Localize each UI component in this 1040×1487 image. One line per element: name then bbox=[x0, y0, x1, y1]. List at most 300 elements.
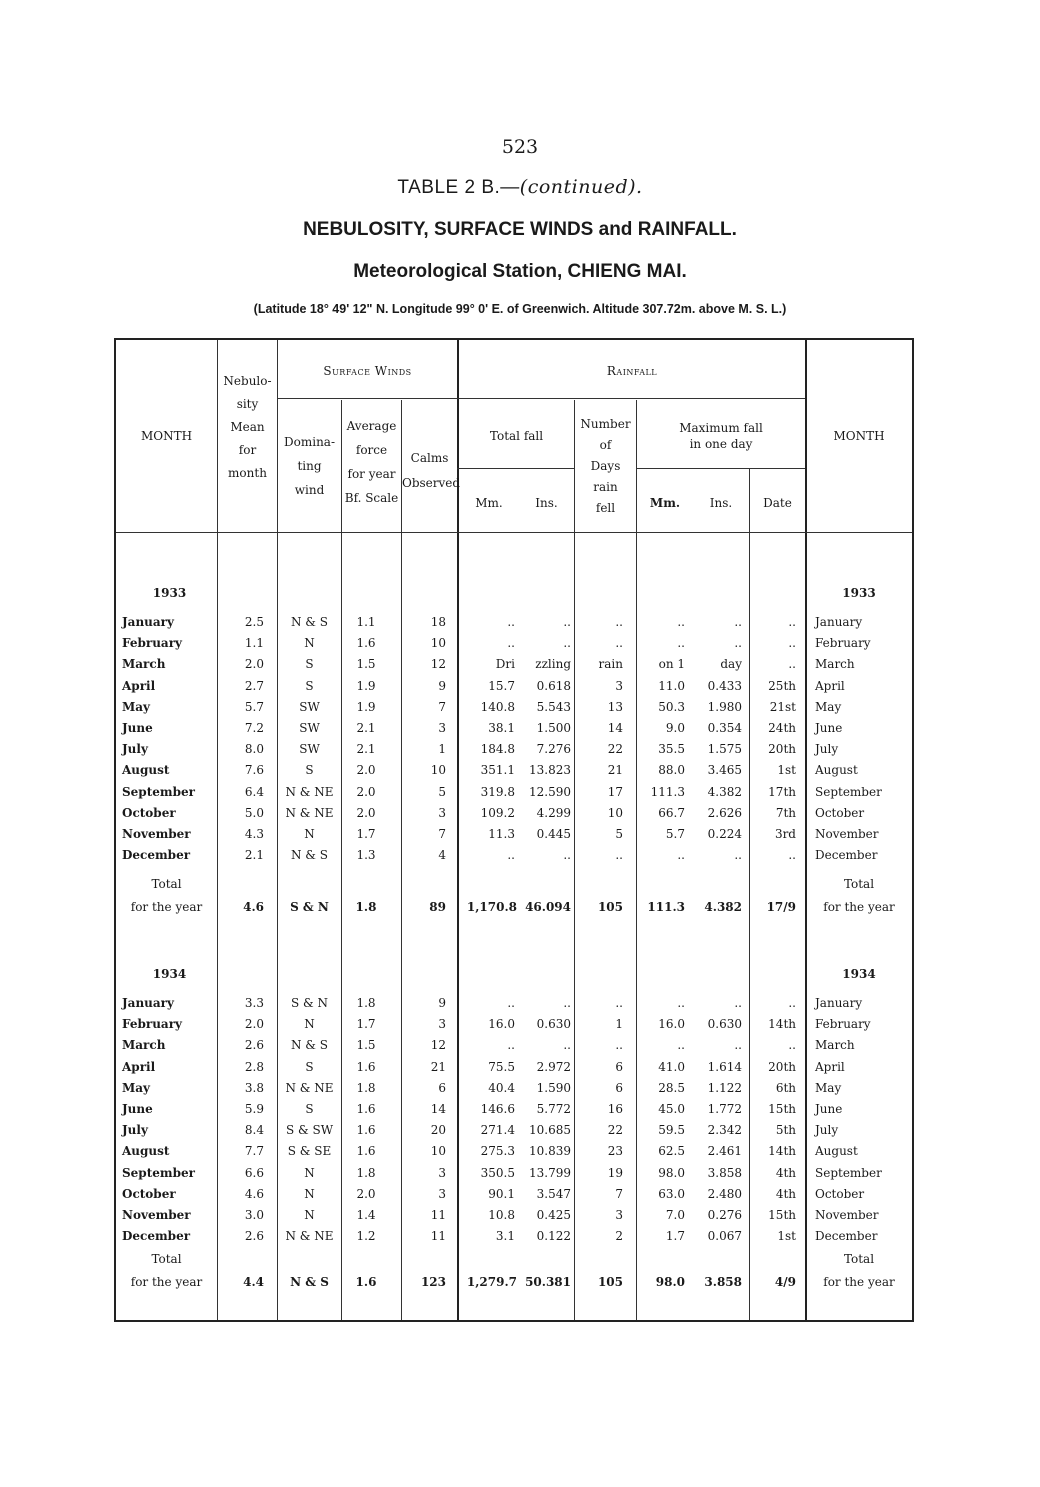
cell-force: 1.2 bbox=[356, 1229, 376, 1243]
cell-month: January bbox=[122, 996, 174, 1010]
cell-ins: 10.839 bbox=[529, 1144, 571, 1158]
cell-mm: 275.3 bbox=[480, 1144, 515, 1158]
cell-neb: 2.0 bbox=[244, 1017, 264, 1031]
cell-ins: .. bbox=[563, 996, 571, 1010]
cell-month-r: June bbox=[815, 721, 843, 735]
cell-force: 1.7 bbox=[356, 1017, 376, 1031]
cell-ins: .. bbox=[563, 1038, 571, 1052]
cell-force: 1.7 bbox=[356, 827, 376, 841]
cell-date: 5th bbox=[775, 1123, 796, 1137]
cell-date: 15th bbox=[768, 1208, 796, 1222]
cell-wind: N & NE bbox=[285, 1081, 334, 1095]
cell-max-mm: 11.0 bbox=[658, 679, 685, 693]
cell-max-mm: .. bbox=[677, 996, 685, 1010]
total-ins: 50.381 bbox=[525, 1275, 571, 1289]
cell-force: 1.5 bbox=[356, 1038, 376, 1052]
cell-ins: 2.972 bbox=[536, 1060, 571, 1074]
header-rule bbox=[457, 468, 574, 469]
cell-month: December bbox=[122, 1229, 191, 1243]
cell-force: 1.6 bbox=[356, 1144, 376, 1158]
cell-neb: 7.2 bbox=[244, 721, 264, 735]
total-label: for the year bbox=[130, 900, 203, 914]
cell-month: June bbox=[122, 721, 153, 735]
cell-neb: 6.6 bbox=[244, 1166, 264, 1180]
cell-max-mm: 63.0 bbox=[658, 1187, 685, 1201]
header-surface-winds: Surface Winds bbox=[323, 364, 412, 378]
cell-force: 1.5 bbox=[356, 657, 376, 671]
cell-ins: 0.445 bbox=[536, 827, 571, 841]
cell-ins: 13.799 bbox=[529, 1166, 571, 1180]
cell-ins: 0.122 bbox=[536, 1229, 571, 1243]
cell-wind: S bbox=[305, 1102, 314, 1116]
station-heading: Meteorological Station, CHIENG MAI. bbox=[353, 261, 687, 282]
cell-max-ins: 3.858 bbox=[707, 1166, 742, 1180]
total-mm: 1,279.7 bbox=[466, 1275, 517, 1289]
cell-days: 13 bbox=[607, 700, 623, 714]
cell-mm: 350.5 bbox=[480, 1166, 515, 1180]
cell-neb: 5.0 bbox=[244, 806, 264, 820]
header-maximum-fall bbox=[637, 420, 805, 452]
cell-wind: S bbox=[305, 679, 314, 693]
cell-ins: 5.543 bbox=[536, 700, 571, 714]
cell-neb: 8.0 bbox=[244, 742, 264, 756]
total-label-right: for the year bbox=[823, 1275, 895, 1289]
cell-date: 1st bbox=[777, 1229, 796, 1243]
cell-max-mm: 41.0 bbox=[658, 1060, 685, 1074]
cell-month-r: May bbox=[815, 700, 842, 714]
cell-date: 20th bbox=[768, 742, 796, 756]
cell-ins: 3.547 bbox=[536, 1187, 571, 1201]
cell-max-ins: 2.461 bbox=[707, 1144, 742, 1158]
cell-ins: 1.500 bbox=[536, 721, 571, 735]
cell-days: .. bbox=[615, 996, 623, 1010]
cell-calms: 7 bbox=[438, 827, 446, 841]
total-wind: N & S bbox=[290, 1275, 329, 1289]
cell-days: 19 bbox=[607, 1166, 623, 1180]
cell-calms: 7 bbox=[438, 700, 446, 714]
cell-date: 21st bbox=[769, 700, 796, 714]
cell-max-mm: 7.0 bbox=[665, 1208, 685, 1222]
header-nebulosity bbox=[218, 370, 277, 485]
cell-month-r: June bbox=[815, 1102, 843, 1116]
cell-max-mm: 111.3 bbox=[650, 785, 685, 799]
header-rule bbox=[457, 398, 805, 399]
cell-month: March bbox=[122, 1038, 166, 1052]
total-date: 4/9 bbox=[774, 1275, 796, 1289]
cell-force: 2.1 bbox=[356, 742, 376, 756]
cell-force: 1.4 bbox=[356, 1208, 376, 1222]
cell-max-mm: 98.0 bbox=[658, 1166, 685, 1180]
cell-max-ins: 0.224 bbox=[707, 827, 742, 841]
cell-days: rain bbox=[598, 657, 623, 671]
cell-month: September bbox=[122, 785, 195, 799]
cell-max-ins: .. bbox=[734, 636, 742, 650]
cell-date: .. bbox=[788, 636, 796, 650]
cell-month: August bbox=[122, 1144, 170, 1158]
total-max-ins: 4.382 bbox=[704, 900, 742, 914]
year-label-right: 1934 bbox=[842, 967, 876, 981]
cell-wind: S bbox=[305, 763, 314, 777]
cell-wind: N bbox=[304, 1166, 315, 1180]
header-rule bbox=[636, 468, 805, 469]
cell-calms: 20 bbox=[430, 1123, 446, 1137]
cell-max-ins: 1.122 bbox=[707, 1081, 742, 1095]
cell-max-mm: .. bbox=[677, 636, 685, 650]
cell-wind: SW bbox=[299, 742, 320, 756]
header-date: Date bbox=[763, 496, 792, 510]
cell-calms: 11 bbox=[430, 1229, 446, 1243]
cell-month: August bbox=[122, 763, 170, 777]
header-nebulosity-line: Nebulo- bbox=[223, 374, 272, 388]
cell-calms: 3 bbox=[438, 1166, 446, 1180]
cell-month-r: December bbox=[815, 1229, 878, 1243]
total-max-mm: 98.0 bbox=[655, 1275, 685, 1289]
cell-max-ins: .. bbox=[734, 615, 742, 629]
cell-force: 1.9 bbox=[356, 700, 376, 714]
cell-max-mm: 35.5 bbox=[658, 742, 685, 756]
cell-days: 1 bbox=[615, 1017, 623, 1031]
cell-calms: 3 bbox=[438, 721, 446, 735]
total-label: Total bbox=[151, 1252, 182, 1266]
cell-calms: 6 bbox=[438, 1081, 446, 1095]
table-title-continued: (continued). bbox=[519, 176, 643, 198]
cell-wind: N & NE bbox=[285, 785, 334, 799]
cell-date: 14th bbox=[768, 1017, 796, 1031]
cell-max-ins: .. bbox=[734, 848, 742, 862]
cell-month-r: December bbox=[815, 848, 878, 862]
cell-days: 21 bbox=[607, 763, 623, 777]
total-label: Total bbox=[151, 877, 182, 891]
header-wind-line: wind bbox=[294, 483, 325, 497]
cell-wind: N bbox=[304, 636, 315, 650]
cell-calms: 9 bbox=[438, 996, 446, 1010]
cell-mm: 319.8 bbox=[480, 785, 515, 799]
table-title-label: TABLE 2 B. bbox=[397, 177, 501, 198]
cell-month-r: August bbox=[815, 763, 858, 777]
header-max-line: in one day bbox=[689, 437, 753, 451]
cell-calms: 10 bbox=[430, 636, 446, 650]
cell-mm: 16.0 bbox=[488, 1017, 515, 1031]
cell-ins: 1.590 bbox=[536, 1081, 571, 1095]
cell-calms: 1 bbox=[438, 742, 446, 756]
header-rainfall: Rainfall bbox=[606, 364, 658, 378]
cell-wind: SW bbox=[299, 700, 320, 714]
cell-calms: 18 bbox=[430, 615, 446, 629]
header-rule bbox=[277, 398, 457, 399]
cell-force: 1.1 bbox=[356, 615, 376, 629]
cell-days: 3 bbox=[615, 679, 623, 693]
cell-month: February bbox=[122, 1017, 183, 1031]
cell-month-r: March bbox=[815, 657, 855, 671]
cell-month-r: November bbox=[815, 827, 879, 841]
cell-max-mm: 28.5 bbox=[658, 1081, 685, 1095]
cell-force: 1.8 bbox=[356, 1166, 376, 1180]
cell-month: December bbox=[122, 848, 191, 862]
header-month-right: MONTH bbox=[833, 429, 885, 443]
total-label: for the year bbox=[130, 1275, 203, 1289]
header-force-line: force bbox=[355, 443, 388, 457]
cell-month: April bbox=[122, 1060, 156, 1074]
cell-mm: 146.6 bbox=[480, 1102, 515, 1116]
header-nebulosity-line: Mean bbox=[230, 420, 265, 434]
cell-mm: .. bbox=[507, 615, 515, 629]
cell-neb: 5.7 bbox=[244, 700, 264, 714]
header-total-fall: Total fall bbox=[489, 429, 544, 443]
cell-max-ins: 0.276 bbox=[707, 1208, 742, 1222]
total-force: 1.8 bbox=[355, 900, 377, 914]
cell-neb: 2.5 bbox=[244, 615, 264, 629]
total-label-right: Total bbox=[843, 877, 875, 891]
header-days-line: of bbox=[599, 438, 612, 452]
cell-date: 25th bbox=[768, 679, 796, 693]
cell-max-ins: 2.626 bbox=[707, 806, 742, 820]
cell-calms: 3 bbox=[438, 1187, 446, 1201]
page-number: 523 bbox=[501, 136, 539, 158]
header-days-line: Days bbox=[590, 459, 621, 473]
cell-force: 2.0 bbox=[356, 785, 376, 799]
cell-force: 2.0 bbox=[356, 806, 376, 820]
cell-days: 23 bbox=[607, 1144, 623, 1158]
cell-force: 1.8 bbox=[356, 1081, 376, 1095]
cell-mm: 140.8 bbox=[480, 700, 515, 714]
header-calms-line: Calms bbox=[410, 451, 449, 465]
cell-max-ins: 0.630 bbox=[707, 1017, 742, 1031]
header-force-line: Bf. Scale bbox=[344, 491, 399, 505]
cell-month: November bbox=[122, 827, 191, 841]
cell-force: 2.0 bbox=[356, 1187, 376, 1201]
location-line: (Latitude 18° 49' 12" N. Longitude 99° 0' E. of Greenwich. Altitude 307.72m. above M. S. L.) bbox=[253, 302, 787, 316]
cell-max-ins: 3.465 bbox=[707, 763, 742, 777]
cell-calms: 3 bbox=[438, 1017, 446, 1031]
header-force-line: for year bbox=[347, 467, 396, 481]
cell-month-r: April bbox=[815, 1060, 845, 1074]
cell-wind: N bbox=[304, 1187, 315, 1201]
cell-neb: 2.7 bbox=[244, 679, 264, 693]
cell-month-r: January bbox=[815, 615, 863, 629]
cell-ins: .. bbox=[563, 848, 571, 862]
cell-max-ins: 0.354 bbox=[707, 721, 742, 735]
total-label-right: for the year bbox=[823, 900, 895, 914]
cell-mm: 90.1 bbox=[488, 1187, 515, 1201]
total-wind: S & N bbox=[290, 900, 329, 914]
header-days-line: Number bbox=[580, 417, 631, 431]
cell-days: 16 bbox=[607, 1102, 623, 1116]
header-wind-line: Domina- bbox=[284, 435, 335, 449]
cell-max-ins: 0.433 bbox=[707, 679, 742, 693]
cell-wind: N & S bbox=[290, 848, 329, 862]
cell-calms: 3 bbox=[438, 806, 446, 820]
cell-date: .. bbox=[788, 848, 796, 862]
cell-mm: .. bbox=[507, 1038, 515, 1052]
cell-wind: N bbox=[304, 1017, 315, 1031]
cell-month-r: July bbox=[815, 1123, 839, 1137]
cell-neb: 2.0 bbox=[244, 657, 264, 671]
cell-mm: .. bbox=[507, 848, 515, 862]
cell-wind: S & N bbox=[290, 996, 329, 1010]
cell-month-r: February bbox=[815, 636, 871, 650]
cell-ins: 13.823 bbox=[529, 763, 571, 777]
cell-mm: .. bbox=[507, 996, 515, 1010]
cell-max-mm: on 1 bbox=[658, 657, 685, 671]
cell-mm: 40.4 bbox=[488, 1081, 515, 1095]
total-max-ins: 3.858 bbox=[704, 1275, 742, 1289]
total-neb: 4.4 bbox=[243, 1275, 264, 1289]
cell-days: 14 bbox=[607, 721, 623, 735]
cell-mm: 11.3 bbox=[488, 827, 515, 841]
cell-ins: 0.630 bbox=[536, 1017, 571, 1031]
cell-ins: 7.276 bbox=[536, 742, 571, 756]
total-calms: 89 bbox=[429, 900, 446, 914]
cell-days: 2 bbox=[615, 1229, 623, 1243]
cell-force: 1.6 bbox=[356, 1123, 376, 1137]
cell-month-r: January bbox=[815, 996, 863, 1010]
cell-max-ins: 1.772 bbox=[707, 1102, 742, 1116]
cell-date: 15th bbox=[768, 1102, 796, 1116]
cell-mm: 38.1 bbox=[488, 721, 515, 735]
cell-max-ins: day bbox=[720, 657, 742, 671]
cell-mm: 10.8 bbox=[488, 1208, 515, 1222]
total-force: 1.6 bbox=[355, 1275, 377, 1289]
cell-date: 4th bbox=[775, 1187, 796, 1201]
cell-ins: zzling bbox=[535, 657, 571, 671]
cell-mm: 109.2 bbox=[480, 806, 515, 820]
total-ins: 46.094 bbox=[525, 900, 571, 914]
cell-max-ins: 2.342 bbox=[707, 1123, 742, 1137]
cell-date: 1st bbox=[777, 763, 796, 777]
cell-ins: 12.590 bbox=[529, 785, 571, 799]
cell-month-r: September bbox=[815, 1166, 882, 1180]
header-nebulosity-line: for bbox=[238, 443, 257, 457]
cell-month: November bbox=[122, 1208, 191, 1222]
cell-days: 6 bbox=[615, 1081, 623, 1095]
cell-neb: 5.9 bbox=[244, 1102, 264, 1116]
cell-ins: .. bbox=[563, 636, 571, 650]
cell-date: .. bbox=[788, 1038, 796, 1052]
total-mm: 1,170.8 bbox=[466, 900, 517, 914]
cell-month: September bbox=[122, 1166, 195, 1180]
cell-max-ins: 1.575 bbox=[707, 742, 742, 756]
cell-days: .. bbox=[615, 615, 623, 629]
cell-mm: 351.1 bbox=[480, 763, 515, 777]
cell-calms: 5 bbox=[438, 785, 446, 799]
cell-month-r: November bbox=[815, 1208, 879, 1222]
total-days: 105 bbox=[597, 1275, 623, 1289]
cell-wind: N & S bbox=[290, 1038, 329, 1052]
cell-days: 22 bbox=[607, 1123, 623, 1137]
cell-force: 1.3 bbox=[356, 848, 376, 862]
header-days-line: fell bbox=[595, 501, 616, 515]
cell-month: June bbox=[122, 1102, 153, 1116]
cell-neb: 3.3 bbox=[244, 996, 264, 1010]
cell-calms: 12 bbox=[430, 657, 446, 671]
cell-date: .. bbox=[788, 657, 796, 671]
cell-max-ins: .. bbox=[734, 996, 742, 1010]
cell-month: February bbox=[122, 636, 183, 650]
cell-month-r: September bbox=[815, 785, 882, 799]
cell-month-r: April bbox=[815, 679, 845, 693]
cell-force: 1.6 bbox=[356, 1102, 376, 1116]
cell-neb: 1.1 bbox=[244, 636, 264, 650]
header-max-ins: Ins. bbox=[709, 496, 733, 510]
table-title bbox=[0, 176, 1040, 199]
cell-ins: .. bbox=[563, 615, 571, 629]
cell-ins: 5.772 bbox=[536, 1102, 571, 1116]
header-calms-line: Observed bbox=[402, 476, 461, 490]
total-days: 105 bbox=[597, 900, 623, 914]
cell-neb: 7.6 bbox=[244, 763, 264, 777]
cell-max-ins: .. bbox=[734, 1038, 742, 1052]
cell-month-r: March bbox=[815, 1038, 855, 1052]
year-label-right: 1933 bbox=[842, 586, 876, 600]
cell-date: .. bbox=[788, 615, 796, 629]
cell-max-mm: 16.0 bbox=[658, 1017, 685, 1031]
cell-ins: 0.425 bbox=[536, 1208, 571, 1222]
total-date: 17/9 bbox=[766, 900, 796, 914]
cell-calms: 10 bbox=[430, 763, 446, 777]
header-max-line: Maximum fall bbox=[679, 421, 763, 435]
cell-neb: 4.6 bbox=[244, 1187, 264, 1201]
cell-max-mm: 66.7 bbox=[658, 806, 685, 820]
header-total-mm: Mm. bbox=[475, 496, 503, 510]
cell-mm: Dri bbox=[495, 657, 515, 671]
cell-month-r: August bbox=[815, 1144, 858, 1158]
cell-month: May bbox=[122, 1081, 151, 1095]
header-max-mm: Mm. bbox=[649, 496, 681, 510]
cell-max-ins: 1.614 bbox=[707, 1060, 742, 1074]
cell-wind: SW bbox=[299, 721, 320, 735]
cell-neb: 6.4 bbox=[244, 785, 264, 799]
header-number-days bbox=[575, 414, 636, 519]
cell-date: 14th bbox=[768, 1144, 796, 1158]
cell-force: 1.8 bbox=[356, 996, 376, 1010]
cell-date: 6th bbox=[775, 1081, 796, 1095]
cell-days: 3 bbox=[615, 1208, 623, 1222]
cell-neb: 7.7 bbox=[244, 1144, 264, 1158]
cell-max-ins: 4.382 bbox=[707, 785, 742, 799]
cell-month: January bbox=[122, 615, 174, 629]
header-nebulosity-line: month bbox=[228, 466, 267, 480]
cell-neb: 3.0 bbox=[244, 1208, 264, 1222]
cell-force: 2.0 bbox=[356, 763, 376, 777]
total-label-right: Total bbox=[843, 1252, 875, 1266]
cell-ins: 4.299 bbox=[536, 806, 571, 820]
cell-days: 17 bbox=[607, 785, 623, 799]
cell-month: July bbox=[122, 1123, 148, 1137]
header-average-force bbox=[342, 414, 401, 510]
cell-max-mm: 50.3 bbox=[658, 700, 685, 714]
header-days-line: rain bbox=[593, 480, 618, 494]
header-nebulosity-line: sity bbox=[236, 397, 259, 411]
cell-mm: 75.5 bbox=[488, 1060, 515, 1074]
cell-days: 22 bbox=[607, 742, 623, 756]
cell-force: 1.9 bbox=[356, 679, 376, 693]
cell-neb: 2.6 bbox=[244, 1038, 264, 1052]
cell-max-mm: 88.0 bbox=[658, 763, 685, 777]
cell-calms: 14 bbox=[430, 1102, 446, 1116]
cell-force: 1.6 bbox=[356, 1060, 376, 1074]
cell-mm: .. bbox=[507, 636, 515, 650]
cell-date: 4th bbox=[775, 1166, 796, 1180]
cell-month: April bbox=[122, 679, 156, 693]
cell-month: July bbox=[122, 742, 148, 756]
cell-max-ins: 1.980 bbox=[707, 700, 742, 714]
cell-days: 7 bbox=[615, 1187, 623, 1201]
cell-month-r: July bbox=[815, 742, 839, 756]
cell-date: 7th bbox=[775, 806, 796, 820]
cell-month: May bbox=[122, 700, 151, 714]
header-calms bbox=[402, 446, 461, 496]
cell-mm: 15.7 bbox=[488, 679, 515, 693]
